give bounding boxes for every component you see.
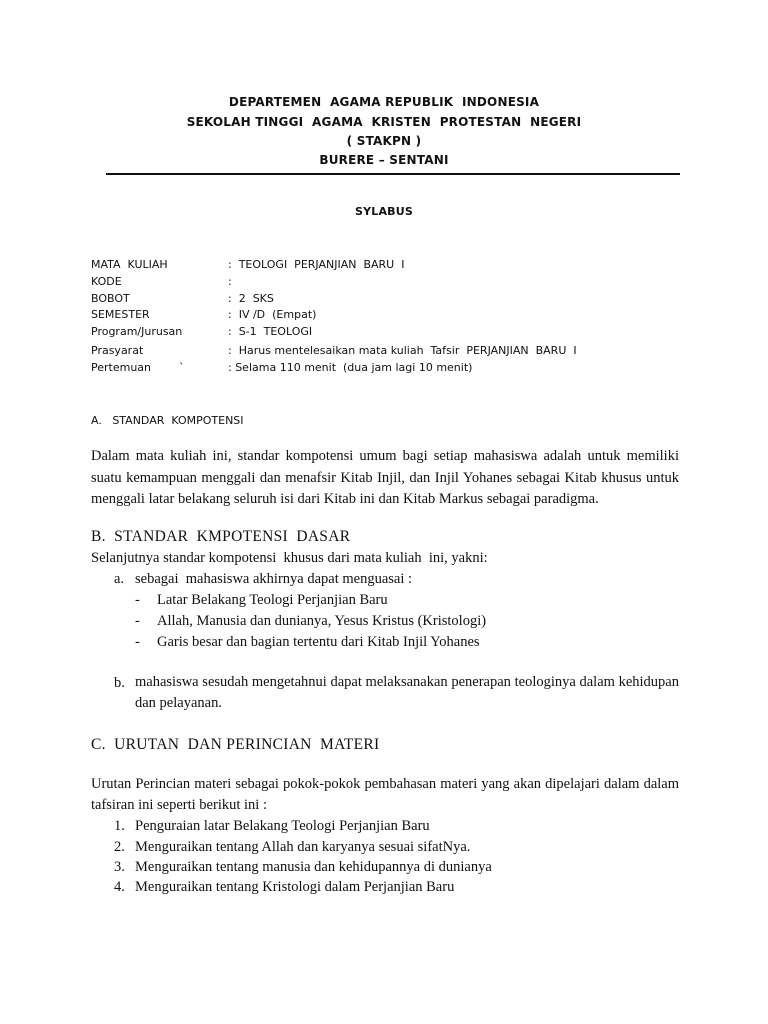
list-item: Penguraian latar Belakang Teologi Perjanjian Baru (135, 818, 430, 834)
info-label-bobot: BOBOT (91, 292, 130, 305)
info-value-program: : S-1 TEOLOGI (228, 325, 313, 338)
info-label-kode: KODE (91, 275, 122, 288)
bullet-item: Garis besar dan bagian tertentu dari Kitab Injil Yohanes (157, 634, 480, 650)
document-title: SYLABUS (354, 205, 414, 218)
info-label-mata-kuliah: MATA KULIAH (91, 258, 168, 271)
section-b-heading: B. STANDAR KMPOTENSI DASAR (91, 528, 351, 545)
list-number: 4. (114, 879, 125, 895)
section-c-body: Urutan Perincian materi sebagai pokok-pokok pembahasan materi yang akan dipelajari dalam dalam tafsiran ini seperti berikut ini : (91, 776, 679, 813)
bullet-item: Latar Belakang Teologi Perjanjian Baru (157, 592, 388, 608)
list-number: 2. (114, 839, 125, 855)
info-label-pertemuan: Pertemuan ` (91, 361, 185, 374)
section-c-heading: C. URUTAN DAN PERINCIAN MATERI (91, 736, 380, 753)
bullet-marker: - (135, 613, 140, 629)
info-value-semester: : IV /D (Empat) (228, 308, 317, 321)
info-value-mata-kuliah: : TEOLOGI PERJANJIAN BARU I (228, 258, 405, 271)
bullet-marker: - (135, 592, 140, 608)
section-a-body: Dalam mata kuliah ini, standar kompotensi umum bagi setiap mahasiswa adalah untuk memiliki suatu kemampuan menggali dan menafsir Kitab Injil, dan Injil Yohanes sebagai Kitab khusus untuk menggali latar belakang seluruh isi dari Kitab ini dan Kitab Markus sebagai paradigma. (91, 448, 679, 507)
institution-department: DEPARTEMEN AGAMA REPUBLIK INDONESIA (228, 95, 540, 109)
info-value-bobot: : 2 SKS (228, 292, 274, 305)
section-b-item-a: sebagai mahasiswa akhirnya dapat menguasai : (135, 571, 413, 587)
institution-name: SEKOLAH TINGGI AGAMA KRISTEN PROTESTAN NEGERI (186, 115, 582, 129)
bullet-item: Allah, Manusia dan dunianya, Yesus Kristus (Kristologi) (157, 613, 487, 629)
list-number: 1. (114, 818, 125, 834)
list-marker-a: a. (114, 571, 125, 587)
info-label-program: Program/Jurusan (91, 325, 183, 338)
section-b-intro: Selanjutnya standar kompotensi khusus dari mata kuliah ini, yakni: (91, 550, 488, 566)
list-marker-b: b. (114, 675, 125, 691)
institution-abbreviation: ( STAKPN ) (346, 134, 422, 148)
list-number: 3. (114, 859, 125, 875)
section-a-heading: A. STANDAR KOMPOTENSI (91, 414, 244, 427)
section-b-item-b: mahasiswa sesudah mengetahnui dapat melaksanakan penerapan teologinya dalam kehidupan dan pelayanan. (135, 674, 679, 711)
info-label-prasyarat: Prasyarat (91, 344, 144, 357)
info-value-pertemuan: : Selama 110 menit (dua jam lagi 10 menit) (228, 361, 473, 374)
header-divider (106, 173, 680, 175)
bullet-marker: - (135, 634, 140, 650)
info-value-prasyarat: : Harus mentelesaikan mata kuliah Tafsir PERJANJIAN BARU I (228, 344, 577, 357)
list-item: Menguraikan tentang manusia dan kehidupannya di dunianya (135, 859, 492, 875)
list-item: Menguraikan tentang Kristologi dalam Perjanjian Baru (135, 879, 455, 895)
info-value-kode: : (228, 275, 232, 288)
list-item: Menguraikan tentang Allah dan karyanya sesuai sifatNya. (135, 839, 471, 855)
institution-location: BURERE – SENTANI (319, 153, 449, 167)
info-label-semester: SEMESTER (91, 308, 150, 321)
